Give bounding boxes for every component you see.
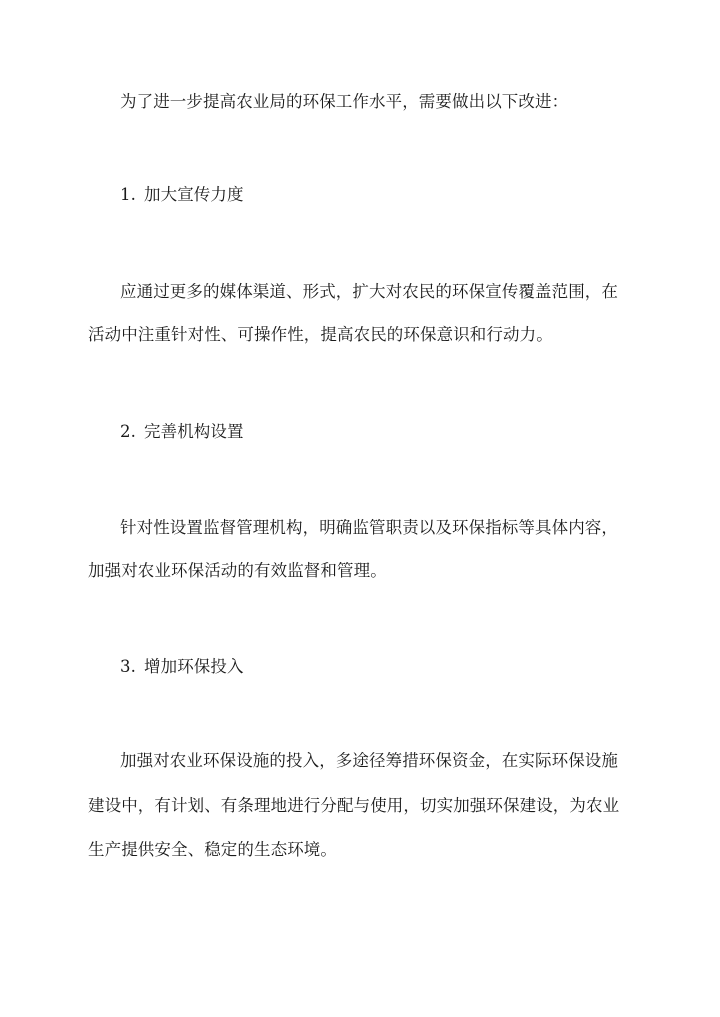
section-number: 1. [120, 185, 136, 204]
section-heading-1 [120, 185, 244, 205]
section-title: 加大宣传力度 [144, 185, 244, 204]
paragraph-line: 应通过更多的媒体渠道、形式，扩大对农民的环保宣传覆盖范围，在 [120, 282, 618, 301]
section-heading-3 [120, 657, 244, 677]
paragraph-line: 针对性设置监督管理机构，明确监管职责以及环保指标等具体内容， [120, 518, 618, 537]
intro-paragraph: 为了进一步提高农业局的环保工作水平，需要做出以下改进： [120, 92, 569, 111]
paragraph-line: 生产提供安全、稳定的生态环境。 [88, 840, 337, 859]
section-heading-2 [120, 422, 244, 442]
paragraph-line: 活动中注重针对性、可操作性，提高农民的环保意识和行动力。 [88, 325, 553, 344]
section-number: 2. [120, 422, 136, 441]
paragraph-line: 加强对农业环保活动的有效监督和管理。 [88, 561, 387, 580]
section-title: 完善机构设置 [144, 422, 244, 441]
section-title: 增加环保投入 [144, 657, 244, 676]
section-number: 3. [120, 657, 136, 676]
paragraph-line: 加强对农业环保设施的投入，多途径筹措环保资金，在实际环保设施 [120, 751, 618, 770]
paragraph-line: 建设中，有计划、有条理地进行分配与使用，切实加强环保建设，为农业 [88, 796, 620, 815]
